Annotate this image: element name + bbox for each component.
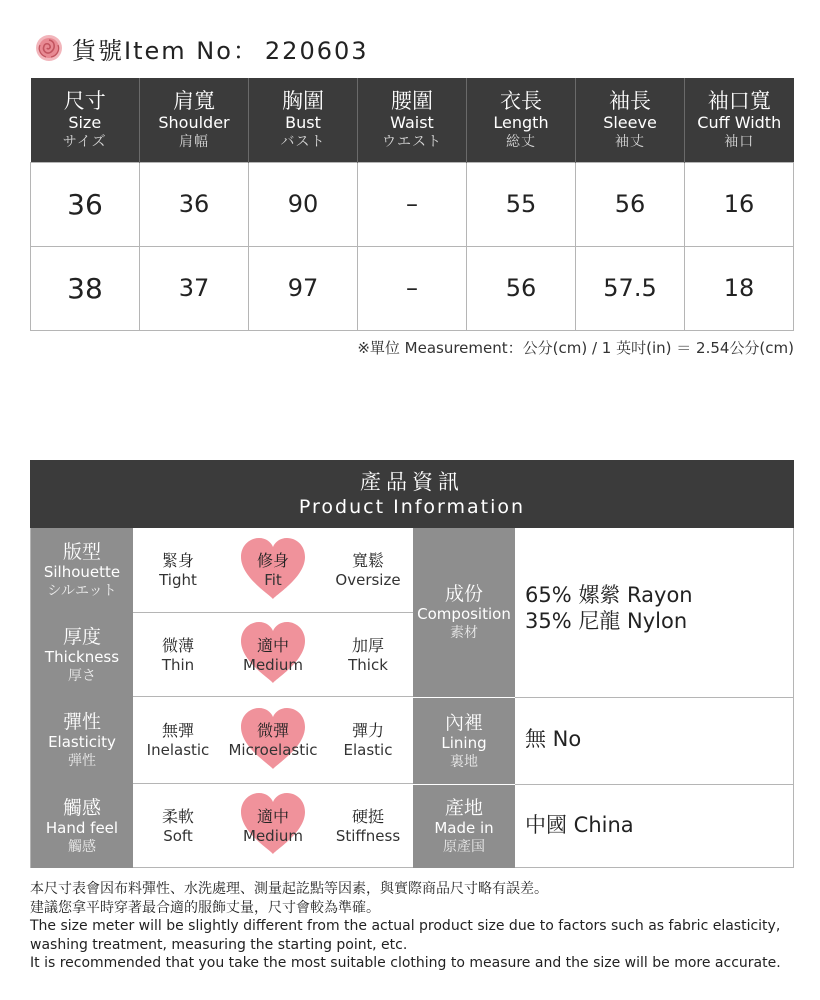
table-cell-cuff-width: 16 bbox=[685, 162, 794, 246]
origin-label-jp: 原產国 bbox=[443, 839, 485, 855]
origin-label bbox=[413, 785, 515, 868]
option-zh: 修身 bbox=[256, 551, 289, 570]
table-cell-bust: 90 bbox=[249, 162, 358, 246]
col-header-zh: 衣長 bbox=[500, 88, 542, 113]
option-fit-selected bbox=[223, 528, 323, 613]
row-divider bbox=[515, 784, 793, 785]
option-en: Inelastic bbox=[146, 741, 210, 759]
origin-label-en: Made in bbox=[434, 819, 494, 837]
attr-label-silhouette bbox=[31, 528, 133, 613]
table-row bbox=[31, 246, 794, 330]
option-zh: 無彈 bbox=[161, 721, 194, 740]
table-cell-length: 55 bbox=[467, 162, 576, 246]
attr-label-zh: 彈性 bbox=[62, 711, 101, 733]
col-header-zh: 尺寸 bbox=[63, 88, 106, 113]
origin-value: 中國 China bbox=[525, 813, 634, 837]
col-header-en: Bust bbox=[285, 112, 321, 132]
composition-label-en: Composition bbox=[417, 605, 511, 623]
option-medium-selected bbox=[223, 784, 323, 868]
col-header-zh: 袖長 bbox=[609, 88, 651, 113]
col-header-zh: 袖口寬 bbox=[707, 88, 771, 113]
option-stiffness bbox=[323, 784, 413, 868]
col-header-zh: 肩寬 bbox=[173, 88, 215, 113]
option-en: Microelastic bbox=[228, 741, 318, 759]
attr-label-jp: 厚さ bbox=[68, 667, 96, 684]
attr-label-en: Thickness bbox=[44, 647, 120, 666]
item-number-label bbox=[72, 31, 369, 66]
attr-label-jp: 觸感 bbox=[68, 838, 96, 855]
option-en: Soft bbox=[163, 826, 193, 845]
size-table bbox=[30, 78, 794, 331]
table-cell-shoulder: 37 bbox=[140, 246, 249, 330]
col-header-en: Waist bbox=[390, 112, 434, 132]
attr-row-thickness bbox=[31, 613, 413, 697]
option-en: Thin bbox=[161, 655, 195, 674]
item-label-text: 貨號Item No： bbox=[72, 36, 259, 65]
col-header-jp: 袖丈 bbox=[615, 133, 645, 150]
col-header-en: Sleeve bbox=[603, 112, 657, 132]
composition-value bbox=[525, 582, 693, 634]
col-header-zh: 胸圍 bbox=[282, 88, 324, 113]
col-header-shoulder bbox=[140, 78, 249, 162]
note-line: 本尺寸表會因布料彈性、水洗處理、測量起訖點等因素，與實際商品尺寸略有誤差。 bbox=[30, 881, 548, 897]
table-cell-waist: – bbox=[358, 162, 467, 246]
size-notes bbox=[30, 880, 800, 973]
table-cell-cuff-width: 18 bbox=[685, 246, 794, 330]
option-zh: 寬鬆 bbox=[351, 551, 384, 570]
table-cell-bust: 97 bbox=[249, 246, 358, 330]
attr-label-en: Hand feel bbox=[45, 818, 119, 837]
table-cell-length: 56 bbox=[467, 246, 576, 330]
product-info-header bbox=[30, 460, 794, 528]
note-line: washing treatment, measuring the starting point, etc. bbox=[30, 936, 408, 953]
option-en: Tight bbox=[159, 571, 197, 589]
option-soft bbox=[133, 784, 223, 868]
col-header-en: Cuff Width bbox=[697, 112, 782, 132]
attr-label-jp: シルエット bbox=[47, 583, 117, 599]
col-header-jp: ウエスト bbox=[382, 133, 442, 150]
row-divider bbox=[515, 697, 793, 698]
table-row bbox=[31, 162, 794, 246]
col-header-jp: 袖口 bbox=[724, 133, 755, 150]
option-zh: 適中 bbox=[256, 635, 289, 655]
option-inelastic bbox=[133, 697, 223, 784]
option-en: Medium bbox=[243, 655, 303, 674]
composition-label-jp: 素材 bbox=[450, 625, 478, 641]
option-tight bbox=[133, 528, 223, 613]
col-header-cuff-width bbox=[685, 78, 794, 162]
col-header-jp: 総丈 bbox=[506, 133, 536, 150]
option-elastic bbox=[323, 697, 413, 784]
col-header-jp: バスト bbox=[280, 133, 326, 150]
table-cell-sleeve: 56 bbox=[576, 162, 685, 246]
item-number: 220603 bbox=[264, 36, 369, 65]
option-zh: 緊身 bbox=[161, 551, 194, 570]
option-en: Elastic bbox=[343, 741, 393, 759]
option-en: Thick bbox=[348, 655, 388, 674]
attr-label-zh: 厚度 bbox=[62, 625, 101, 648]
lining-label-zh: 內裡 bbox=[444, 711, 483, 734]
option-zh: 彈力 bbox=[351, 721, 384, 740]
col-header-sleeve bbox=[576, 78, 685, 162]
option-thin bbox=[133, 613, 223, 697]
attr-label-en: Silhouette bbox=[43, 563, 121, 581]
option-oversize bbox=[323, 528, 413, 613]
lining-label-en: Lining bbox=[441, 733, 487, 752]
table-cell-size: 36 bbox=[31, 162, 140, 246]
item-header bbox=[34, 30, 369, 66]
attr-label-thickness bbox=[31, 613, 133, 697]
col-header-en: Size bbox=[68, 112, 102, 132]
option-en: Stiffness bbox=[335, 826, 401, 845]
option-microelastic-selected bbox=[223, 697, 323, 784]
option-zh: 適中 bbox=[256, 806, 289, 826]
attr-label-hand-feel bbox=[31, 784, 133, 868]
option-thick bbox=[323, 613, 413, 697]
note-line: 建議您拿平時穿著最合適的服飾丈量，尺寸會較為準確。 bbox=[30, 899, 380, 916]
lining-value: 無 No bbox=[525, 727, 582, 751]
attr-row-silhouette bbox=[31, 528, 413, 613]
attr-label-zh: 觸感 bbox=[62, 796, 101, 819]
option-zh: 柔軟 bbox=[161, 806, 194, 826]
option-medium-selected bbox=[223, 613, 323, 697]
table-cell-size: 38 bbox=[31, 246, 140, 330]
col-header-length bbox=[467, 78, 576, 162]
note-line: It is recommended that you take the most suitable clothing to measure and the size will be more accurate. bbox=[30, 955, 781, 971]
product-info-body bbox=[30, 528, 794, 868]
size-table-header-row bbox=[31, 78, 794, 162]
attr-label-jp: 弾性 bbox=[68, 753, 96, 769]
note-line: The size meter will be slightly different from the actual product size due to factors such as fabric elasticity, bbox=[30, 918, 781, 934]
composition-label-zh: 成份 bbox=[444, 583, 483, 605]
col-header-en: Shoulder bbox=[158, 112, 230, 132]
attr-row-elasticity bbox=[31, 697, 413, 784]
attr-label-zh: 版型 bbox=[62, 541, 101, 563]
col-header-jp: 肩幅 bbox=[179, 133, 209, 150]
rose-icon bbox=[34, 33, 64, 63]
col-header-jp: サイズ bbox=[62, 133, 107, 150]
option-zh: 硬挺 bbox=[351, 806, 384, 826]
unit-note: ※單位 Measurement：公分(cm) / 1 英吋(in) ＝ 2.54公分(cm) bbox=[357, 339, 794, 357]
lining-label bbox=[413, 698, 515, 784]
product-info-title-zh: 產品資訊 bbox=[360, 470, 464, 494]
col-header-size bbox=[31, 78, 140, 162]
product-info-title-en: Product Information bbox=[298, 496, 526, 518]
option-zh: 微彈 bbox=[256, 721, 289, 740]
lining-label-jp: 裏地 bbox=[450, 753, 478, 770]
option-en: Medium bbox=[243, 826, 303, 845]
col-header-waist bbox=[358, 78, 467, 162]
option-en: Oversize bbox=[335, 571, 401, 589]
composition-label bbox=[413, 528, 515, 697]
option-en: Fit bbox=[264, 571, 282, 589]
table-cell-sleeve: 57.5 bbox=[576, 246, 685, 330]
attr-label-elasticity bbox=[31, 697, 133, 784]
attr-row-hand-feel bbox=[31, 784, 413, 868]
col-header-bust bbox=[249, 78, 358, 162]
table-cell-shoulder: 36 bbox=[140, 162, 249, 246]
option-zh: 微薄 bbox=[161, 635, 194, 655]
composition-line: 65% 嫘縈 Rayon bbox=[525, 583, 693, 607]
table-cell-waist: – bbox=[358, 246, 467, 330]
origin-label-zh: 產地 bbox=[444, 797, 483, 819]
col-header-en: Length bbox=[493, 112, 549, 132]
option-zh: 加厚 bbox=[351, 635, 384, 655]
composition-line: 35% 尼龍 Nylon bbox=[525, 609, 688, 633]
col-header-zh: 腰圍 bbox=[391, 88, 433, 113]
attr-label-en: Elasticity bbox=[48, 733, 116, 751]
